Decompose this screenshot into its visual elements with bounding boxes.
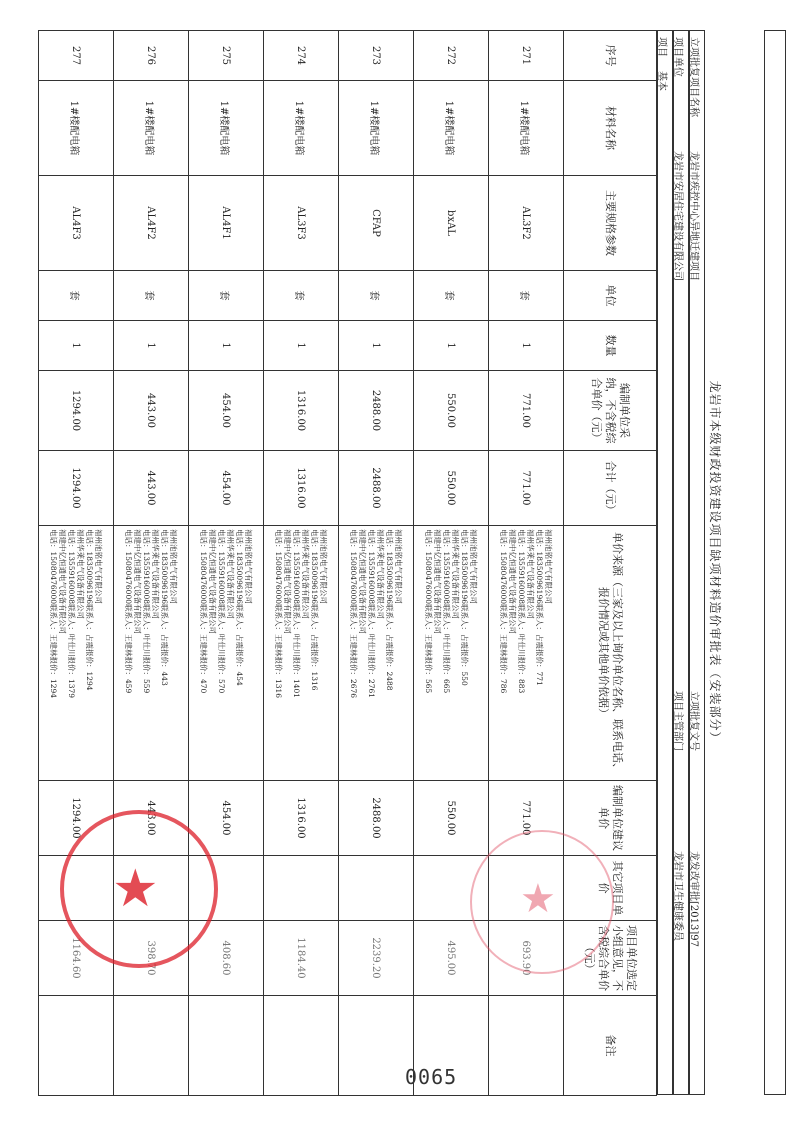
cell-spec: CFAP	[339, 176, 414, 271]
side-label-2: 基本	[656, 71, 667, 91]
cell-unit: 套	[489, 271, 564, 321]
cell-unit: 套	[114, 271, 189, 321]
cell-price: 443.00	[114, 371, 189, 451]
table-row	[189, 31, 264, 1096]
cell-other	[339, 856, 414, 921]
source-line: 福州华莱电气设备有限公司	[301, 529, 310, 619]
cell-selected: 1184.40	[264, 921, 339, 996]
cell-source	[189, 526, 264, 781]
cell-total: 2488.00	[339, 451, 414, 526]
cell-spec: AL3F2	[489, 176, 564, 271]
cell-suggest: 550.00	[414, 781, 489, 856]
cell-other	[114, 856, 189, 921]
cell-source	[414, 526, 489, 781]
cell-no: 273	[339, 31, 414, 81]
cell-price: 454.00	[189, 371, 264, 451]
table-row	[339, 31, 414, 1096]
rotated-sheet	[49, 30, 725, 1095]
cell-price: 1316.00	[264, 371, 339, 451]
table-row	[414, 31, 489, 1096]
cell-no: 276	[114, 31, 189, 81]
source-line: 电话：18350096196联系人：占震报价：1294	[85, 529, 94, 691]
cell-total: 1316.00	[264, 451, 339, 526]
cell-name: 1#楼配电箱	[489, 81, 564, 176]
cell-other	[39, 856, 114, 921]
cell-qty: 1	[264, 321, 339, 371]
cell-note	[489, 996, 564, 1096]
approval-label: 立项批复文号	[688, 691, 699, 751]
cell-total: 454.00	[189, 451, 264, 526]
cell-other	[189, 856, 264, 921]
cell-note	[339, 996, 414, 1096]
source-line: 电话：13559160008联系人：叶仕川报价：1379	[67, 529, 76, 699]
seal-star-icon: ★	[112, 859, 159, 919]
source-line: 电话：15080476000联系人：王建林报价：1316	[274, 529, 283, 699]
source-line: 福州池铭电气有限公司	[169, 529, 178, 604]
cell-total: 771.00	[489, 451, 564, 526]
cell-qty: 1	[489, 321, 564, 371]
unit-value: 龙岩市安居住宅建设有限公司	[672, 151, 683, 281]
source-line: 福州池铭电气有限公司	[469, 529, 478, 604]
source-line: 电话：18350096196联系人：占震报价：1316	[310, 529, 319, 691]
cell-price: 2488.00	[339, 371, 414, 451]
cell-unit: 套	[39, 271, 114, 321]
source-line: 电话：18350096196联系人：占震报价：771	[535, 529, 544, 686]
cell-spec: bxAL	[414, 176, 489, 271]
source-line: 福州池铭电气有限公司	[94, 529, 103, 604]
cell-spec: AL4F3	[39, 176, 114, 271]
source-line: 电话：13559160008联系人：叶仕川报价：559	[142, 529, 151, 694]
project-label: 立项批复项目名称	[688, 37, 699, 117]
cell-unit: 套	[189, 271, 264, 321]
cell-no: 275	[189, 31, 264, 81]
col-header: 项目单位选定小组意见，不含税综合单价（元）	[564, 921, 657, 996]
cell-name: 1#楼配电箱	[339, 81, 414, 176]
dept-value: 龙岩市卫生健康委员	[672, 851, 683, 941]
source-line: 电话：13559160008联系人：叶仕川报价：1401	[292, 529, 301, 699]
col-header: 备注	[564, 996, 657, 1096]
source-line: 电话：15080476000联系人：王建林报价：1294	[49, 529, 58, 699]
source-line: 电话：13559160008联系人：叶仕川报价：2761	[367, 529, 376, 699]
cell-name: 1#楼配电箱	[414, 81, 489, 176]
col-header: 数量	[564, 321, 657, 371]
cell-unit: 套	[264, 271, 339, 321]
header-row-unit	[673, 30, 689, 1095]
source-line: 福建中亿恒通电气设备有限公司	[208, 529, 217, 634]
col-header: 主要规格参数	[564, 176, 657, 271]
col-header: 序号	[564, 31, 657, 81]
cell-suggest: 454.00	[189, 781, 264, 856]
source-line: 电话：18350096196联系人：占震报价：454	[235, 529, 244, 686]
table-row	[114, 31, 189, 1096]
cell-price: 771.00	[489, 371, 564, 451]
cell-price: 1294.00	[39, 371, 114, 451]
cell-other	[489, 856, 564, 921]
cell-source	[114, 526, 189, 781]
cell-name: 1#楼配电箱	[114, 81, 189, 176]
cell-qty: 1	[414, 321, 489, 371]
cell-unit: 套	[339, 271, 414, 321]
cell-price: 550.00	[414, 371, 489, 451]
cell-total: 550.00	[414, 451, 489, 526]
cell-selected: 693.90	[489, 921, 564, 996]
source-line: 电话：18350096196联系人：占震报价：550	[460, 529, 469, 686]
cell-spec: AL3F3	[264, 176, 339, 271]
approval-value: 龙发改审批[2013]97	[688, 851, 699, 947]
source-line: 福建中亿恒通电气设备有限公司	[133, 529, 142, 634]
page-number: 0065	[405, 1065, 458, 1089]
cell-total: 443.00	[114, 451, 189, 526]
cell-spec: AL4F2	[114, 176, 189, 271]
cell-note	[114, 996, 189, 1096]
cell-spec: AL4F1	[189, 176, 264, 271]
cell-selected: 408.60	[189, 921, 264, 996]
table-row	[39, 31, 114, 1096]
col-header: 单位	[564, 271, 657, 321]
table-row	[489, 31, 564, 1096]
cell-no: 272	[414, 31, 489, 81]
source-line: 福州池铭电气有限公司	[394, 529, 403, 604]
source-line: 福建中亿恒通电气设备有限公司	[433, 529, 442, 634]
cell-suggest: 2488.00	[339, 781, 414, 856]
cell-source	[264, 526, 339, 781]
cell-source	[339, 526, 414, 781]
cell-source	[489, 526, 564, 781]
source-line: 福州池铭电气有限公司	[244, 529, 253, 604]
unit-label: 项目单位	[672, 37, 683, 77]
cell-note	[39, 996, 114, 1096]
source-line: 福建中亿恒通电气设备有限公司	[58, 529, 67, 634]
col-header: 单价来源（三家及以上询价单位名称、联系电话、报价情况或其他单价依据）	[564, 526, 657, 781]
cell-note	[264, 996, 339, 1096]
cell-other	[414, 856, 489, 921]
source-line: 电话：15080476000联系人：王建林报价：459	[124, 529, 133, 694]
source-line: 电话：13559160008联系人：叶仕川报价：883	[517, 529, 526, 694]
source-line: 电话：18350096196联系人：占震报价：2488	[385, 529, 394, 691]
seal-star-icon: ★	[520, 876, 556, 922]
source-line: 福州华莱电气设备有限公司	[451, 529, 460, 619]
source-line: 电话：15080476000联系人：王建林报价：786	[499, 529, 508, 694]
cell-name: 1#楼配电箱	[264, 81, 339, 176]
cell-qty: 1	[339, 321, 414, 371]
side-label-1: 项目	[656, 37, 667, 57]
cell-qty: 1	[114, 321, 189, 371]
cell-selected: 398.70	[114, 921, 189, 996]
col-header: 编制单位建议单价	[564, 781, 657, 856]
source-line: 福州池铭电气有限公司	[319, 529, 328, 604]
cell-note	[189, 996, 264, 1096]
table-row	[264, 31, 339, 1096]
source-line: 福州华莱电气设备有限公司	[526, 529, 535, 619]
source-line: 电话：15080476000联系人：王建林报价：470	[199, 529, 208, 694]
table-header-row	[564, 31, 657, 1096]
source-line: 福建中亿恒通电气设备有限公司	[508, 529, 517, 634]
cell-suggest: 443.00	[114, 781, 189, 856]
cell-qty: 1	[39, 321, 114, 371]
col-header: 编制单位采纳，不含税综合单价（元）	[564, 371, 657, 451]
cell-suggest: 771.00	[489, 781, 564, 856]
col-header: 合计（元）	[564, 451, 657, 526]
cell-selected: 2239.20	[339, 921, 414, 996]
source-line: 福建中亿恒通电气设备有限公司	[358, 529, 367, 634]
cell-total: 1294.00	[39, 451, 114, 526]
cell-no: 274	[264, 31, 339, 81]
cell-suggest: 1294.00	[39, 781, 114, 856]
source-line: 电话：15080476000联系人：王建林报价：565	[424, 529, 433, 694]
header-row-project	[689, 30, 705, 1095]
header-row-side	[657, 30, 673, 1095]
source-line: 福州池铭电气有限公司	[544, 529, 553, 604]
source-line: 福建中亿恒通电气设备有限公司	[283, 529, 292, 634]
col-header: 材料名称	[564, 81, 657, 176]
cell-qty: 1	[189, 321, 264, 371]
source-line: 电话：13559160008联系人：叶仕川报价：570	[217, 529, 226, 694]
side-strip	[764, 30, 786, 1095]
col-header: 其它项目单价	[564, 856, 657, 921]
source-line: 福州华莱电气设备有限公司	[376, 529, 385, 619]
pricing-table	[38, 30, 657, 1096]
page-title: 龙岩市本级财政投资建设项目缺项材料造价审批表（安装部分）	[708, 380, 722, 745]
source-line: 电话：15080476000联系人：王建林报价：2676	[349, 529, 358, 699]
cell-no: 271	[489, 31, 564, 81]
cell-selected: 495.00	[414, 921, 489, 996]
source-line: 电话：18350096196联系人：占震报价：443	[160, 529, 169, 686]
cell-selected: 1164.60	[39, 921, 114, 996]
project-value: 龙岩市疾控中心异地迁建项目	[688, 151, 699, 281]
cell-other	[264, 856, 339, 921]
cell-source	[39, 526, 114, 781]
source-line: 福州华莱电气设备有限公司	[76, 529, 85, 619]
dept-label: 项目主管部门	[672, 691, 683, 751]
cell-no: 277	[39, 31, 114, 81]
cell-name: 1#楼配电箱	[39, 81, 114, 176]
source-line: 电话：13559160008联系人：叶仕川报价：665	[442, 529, 451, 694]
source-line: 福州华莱电气设备有限公司	[151, 529, 160, 619]
source-line: 福州华莱电气设备有限公司	[226, 529, 235, 619]
cell-unit: 套	[414, 271, 489, 321]
cell-suggest: 1316.00	[264, 781, 339, 856]
cell-name: 1#楼配电箱	[189, 81, 264, 176]
